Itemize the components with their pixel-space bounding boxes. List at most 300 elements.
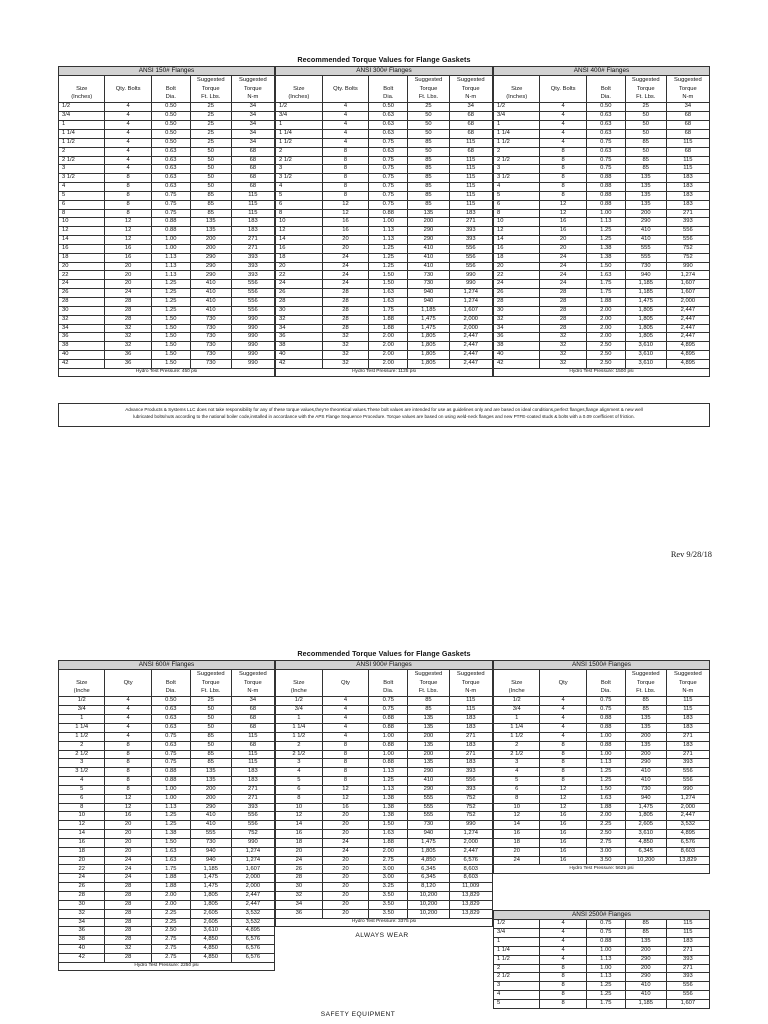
table-cell: 32 <box>540 351 586 360</box>
table-cell: 28 <box>105 927 151 936</box>
table-cell: 0.75 <box>369 156 408 165</box>
table-cell: 34 <box>449 103 492 112</box>
table-row <box>276 892 493 901</box>
table-row <box>494 244 710 253</box>
table-row <box>494 697 710 706</box>
table-row <box>59 759 275 768</box>
table-row <box>59 803 275 812</box>
table-cell: 8 <box>540 777 586 786</box>
table-cell: 555 <box>408 812 449 821</box>
table-cell: 115 <box>449 156 492 165</box>
table-cell: 50 <box>408 121 449 130</box>
table-cell: 22 <box>494 271 540 280</box>
table-cell: 16 <box>105 812 151 821</box>
table-cell: 4 <box>105 121 151 130</box>
table-cell: 24 <box>540 280 586 289</box>
table-cell: 3,610 <box>625 342 666 351</box>
table-cell: 1.00 <box>369 218 408 227</box>
table-cell: 0.75 <box>586 706 625 715</box>
table-cell: 393 <box>666 759 709 768</box>
table-cell: 3 <box>494 165 540 174</box>
table-cell: 28 <box>276 298 323 307</box>
table-row <box>494 741 710 750</box>
table-cell: 34 <box>59 324 105 333</box>
table-cell: 2,447 <box>449 847 492 856</box>
table-cell: 1,805 <box>190 892 231 901</box>
table-cell: 3/4 <box>59 112 105 121</box>
table-cell: 752 <box>666 244 709 253</box>
table-cell: 4,850 <box>190 936 231 945</box>
table-cell: 28 <box>105 900 151 909</box>
table-cell: 1,805 <box>408 847 449 856</box>
table-cell: 85 <box>625 165 666 174</box>
table-cell: 1.13 <box>151 253 190 262</box>
table-row <box>276 129 493 138</box>
table-row <box>494 715 710 724</box>
column-header <box>540 688 586 697</box>
table-cell: 0.50 <box>151 112 190 121</box>
table-row <box>494 174 710 183</box>
table-cell: 1.13 <box>369 768 408 777</box>
table-cell: 12 <box>494 812 540 821</box>
table-cell: 290 <box>190 262 231 271</box>
table-title: ANSI 400# Flanges <box>494 67 710 76</box>
hydro-test-pressure: Hydro Test Pressure: 2250 psi <box>59 962 275 971</box>
table-cell: 1,805 <box>625 306 666 315</box>
table-row <box>59 315 275 324</box>
table-cell: 24 <box>540 253 586 262</box>
table-cell: 8 <box>540 982 586 991</box>
table-cell: 1.00 <box>151 236 190 245</box>
table-cell: 0.50 <box>151 697 190 706</box>
column-header <box>59 76 105 85</box>
table-cell: 1,185 <box>625 280 666 289</box>
table-cell: 730 <box>625 785 666 794</box>
table-cell: 183 <box>449 759 492 768</box>
column-header: Torque <box>449 679 492 688</box>
table-cell: 12 <box>105 794 151 803</box>
table-row <box>494 750 710 759</box>
table-cell: 32 <box>322 333 369 342</box>
table-row <box>494 838 710 847</box>
table-cell: 3.00 <box>586 847 625 856</box>
table-cell: 556 <box>666 991 709 1000</box>
column-header: Torque <box>408 85 449 94</box>
table-cell: 1,185 <box>625 999 666 1008</box>
column-header <box>322 94 369 103</box>
table-cell: 990 <box>231 315 274 324</box>
table-row <box>494 830 710 839</box>
table-row <box>276 741 493 750</box>
table-cell: 0.63 <box>151 706 190 715</box>
table-cell: 34 <box>666 103 709 112</box>
table-row <box>494 847 710 856</box>
table-cell: 290 <box>408 236 449 245</box>
table-cell: 3,532 <box>231 909 274 918</box>
table-cell: 1.50 <box>586 262 625 271</box>
column-header: Suggested <box>408 76 449 85</box>
column-header: Dia. <box>586 94 625 103</box>
table-cell: 1.63 <box>369 289 408 298</box>
table-cell: 34 <box>59 918 105 927</box>
table-cell: 0.88 <box>586 191 625 200</box>
table-cell: 2.75 <box>151 936 190 945</box>
table-cell: 410 <box>625 991 666 1000</box>
table-cell: 0.63 <box>151 183 190 192</box>
table-cell: 4 <box>540 955 586 964</box>
table-row <box>59 812 275 821</box>
table-cell: 200 <box>408 218 449 227</box>
table-cell: 2 1/2 <box>494 156 540 165</box>
table-cell: 1 <box>494 938 540 947</box>
table-cell: 10,200 <box>408 892 449 901</box>
table-cell: 1.88 <box>369 838 408 847</box>
table-cell: 1.88 <box>369 324 408 333</box>
revision-date: Rev 9/28/18 <box>670 550 712 559</box>
table-cell: 410 <box>625 777 666 786</box>
table-cell: 20 <box>494 847 540 856</box>
column-header <box>105 76 151 85</box>
table-row <box>276 209 493 218</box>
table-cell: 135 <box>408 723 449 732</box>
table-cell: 2 1/2 <box>59 156 105 165</box>
table-cell: 555 <box>190 830 231 839</box>
table-cell: 1.50 <box>369 821 408 830</box>
table-cell: 16 <box>540 838 586 847</box>
table-row <box>59 883 275 892</box>
table-cell: 50 <box>625 112 666 121</box>
table-cell: 20 <box>322 856 369 865</box>
table-cell: 4 <box>540 715 586 724</box>
table-cell: 183 <box>666 183 709 192</box>
table-cell: 24 <box>322 280 369 289</box>
column-header <box>369 76 408 85</box>
table-cell: 8 <box>540 999 586 1008</box>
table-cell: 0.63 <box>151 723 190 732</box>
table-cell: 990 <box>231 351 274 360</box>
table-cell: 115 <box>449 165 492 174</box>
table-cell: 1,607 <box>666 999 709 1008</box>
table-cell: 0.88 <box>369 741 408 750</box>
table-cell: 0.75 <box>586 165 625 174</box>
table-cell: 13,829 <box>449 892 492 901</box>
table-cell: 8 <box>105 200 151 209</box>
table-cell: 1,475 <box>408 838 449 847</box>
table-cell: 115 <box>449 191 492 200</box>
column-header: Size <box>59 85 105 94</box>
table-cell: 4,895 <box>666 830 709 839</box>
table-cell: 393 <box>449 227 492 236</box>
table-cell: 24 <box>322 262 369 271</box>
column-header: Bolt <box>369 679 408 688</box>
table-cell: 16 <box>540 812 586 821</box>
hydro-test-pressure: Hydro Test Pressure: 5625 psi <box>494 865 710 874</box>
table-cell: 0.75 <box>151 191 190 200</box>
table-cell: 2.50 <box>586 351 625 360</box>
table-cell: 32 <box>105 333 151 342</box>
table-cell: 4 <box>322 138 369 147</box>
table-cell: 20 <box>322 830 369 839</box>
table-cell: 1 1/2 <box>276 138 323 147</box>
table-cell: 990 <box>449 280 492 289</box>
table-cell: 68 <box>449 112 492 121</box>
table-row <box>59 342 275 351</box>
table-cell: 1.00 <box>586 209 625 218</box>
table-row <box>59 874 275 883</box>
table-cell: 115 <box>449 174 492 183</box>
column-header: Ft. Lbs. <box>408 94 449 103</box>
table-cell: 20 <box>59 262 105 271</box>
table-cell: 34 <box>231 121 274 130</box>
table-cell: 10 <box>494 803 540 812</box>
table-row <box>494 324 710 333</box>
table-row <box>59 838 275 847</box>
table-cell: 11,009 <box>449 883 492 892</box>
table-cell: 1/2 <box>276 103 323 112</box>
table-cell: 1,475 <box>625 803 666 812</box>
table-cell: 3 <box>494 759 540 768</box>
table-cell: 1.38 <box>369 812 408 821</box>
table-cell: 28 <box>105 306 151 315</box>
table-cell: 38 <box>59 342 105 351</box>
table-row <box>494 121 710 130</box>
table-cell: 1.25 <box>586 777 625 786</box>
table-cell: 1.50 <box>151 315 190 324</box>
table-cell: 34 <box>231 112 274 121</box>
table-cell: 290 <box>625 218 666 227</box>
table-cell: 8 <box>105 750 151 759</box>
table-cell: 1,805 <box>408 342 449 351</box>
table-cell: 12 <box>540 209 586 218</box>
table-cell: 26 <box>59 289 105 298</box>
table-cell: 12 <box>494 227 540 236</box>
table-cell: 1.50 <box>151 359 190 368</box>
table-cell: 135 <box>190 227 231 236</box>
table-cell: 0.88 <box>369 723 408 732</box>
table-cell: 183 <box>666 200 709 209</box>
table-cell: 183 <box>449 723 492 732</box>
column-header: Ft. Lbs. <box>408 688 449 697</box>
table-cell: 115 <box>449 183 492 192</box>
table-cell: 556 <box>231 821 274 830</box>
table-cell: 1,805 <box>190 900 231 909</box>
table-cell: 4 <box>105 715 151 724</box>
table-cell: 200 <box>408 750 449 759</box>
table-cell: 2,000 <box>449 315 492 324</box>
table-cell: 0.88 <box>586 938 625 947</box>
table-cell: 24 <box>105 289 151 298</box>
table-cell: 1 1/2 <box>59 732 105 741</box>
table-cell: 4 <box>59 777 105 786</box>
table-cell: 135 <box>625 200 666 209</box>
table-row <box>59 298 275 307</box>
table-cell: 6,576 <box>231 936 274 945</box>
table-cell: 393 <box>666 973 709 982</box>
column-header: Qty <box>540 679 586 688</box>
table-cell: 410 <box>190 306 231 315</box>
table-cell: 50 <box>408 129 449 138</box>
table-cell: 3 1/2 <box>276 174 323 183</box>
table-cell: 85 <box>408 174 449 183</box>
table-cell: 0.75 <box>586 156 625 165</box>
table-cell: 4 <box>105 697 151 706</box>
table-cell: 1.25 <box>586 991 625 1000</box>
table-cell: 32 <box>276 892 323 901</box>
table-cell: 0.75 <box>586 929 625 938</box>
table-cell: 4,895 <box>666 351 709 360</box>
table-cell: 0.88 <box>586 174 625 183</box>
table-cell: 8 <box>540 759 586 768</box>
table-row <box>276 359 493 368</box>
table-cell: 1.63 <box>369 830 408 839</box>
table-cell: 183 <box>666 715 709 724</box>
table-cell: 135 <box>625 715 666 724</box>
table-cell: 3,610 <box>625 830 666 839</box>
table-cell: 135 <box>408 715 449 724</box>
table-cell: 36 <box>105 351 151 360</box>
table-row <box>494 342 710 351</box>
table-cell: 28 <box>322 298 369 307</box>
table-cell: 8 <box>276 209 323 218</box>
table-cell: 85 <box>190 750 231 759</box>
table-cell: 16 <box>59 838 105 847</box>
table-cell: 34 <box>231 697 274 706</box>
table-cell: 30 <box>59 900 105 909</box>
table-cell: 1.25 <box>151 289 190 298</box>
table-cell: 20 <box>322 236 369 245</box>
table-cell: 1.38 <box>586 244 625 253</box>
table-cell: 25 <box>190 103 231 112</box>
table-cell: 200 <box>408 732 449 741</box>
table-cell: 410 <box>408 777 449 786</box>
table-cell: 28 <box>322 289 369 298</box>
table-cell: 271 <box>231 244 274 253</box>
table-cell: 1.38 <box>151 830 190 839</box>
table-cell: 4 <box>540 723 586 732</box>
table-row <box>276 768 493 777</box>
table-cell: 115 <box>231 759 274 768</box>
table-cell: 8 <box>540 964 586 973</box>
table-row <box>276 732 493 741</box>
table-cell: 3,532 <box>231 918 274 927</box>
table-cell: 4 <box>540 121 586 130</box>
table-cell: 32 <box>59 909 105 918</box>
table-cell: 4 <box>322 697 369 706</box>
ansi-150-table <box>58 66 275 377</box>
table-cell: 20 <box>105 830 151 839</box>
table-cell: 410 <box>625 982 666 991</box>
table-cell: 1.25 <box>151 280 190 289</box>
table-cell: 34 <box>494 324 540 333</box>
table-row <box>494 794 710 803</box>
table-cell: 8 <box>322 183 369 192</box>
table-cell: 0.88 <box>151 218 190 227</box>
table-cell: 556 <box>231 306 274 315</box>
table-cell: 8 <box>322 174 369 183</box>
table-cell: 4 <box>322 103 369 112</box>
table-cell: 1,274 <box>449 830 492 839</box>
table-row <box>276 847 493 856</box>
table-cell: 183 <box>666 723 709 732</box>
column-header <box>105 94 151 103</box>
table-cell: 2,447 <box>666 324 709 333</box>
table-row <box>276 306 493 315</box>
table-row <box>59 262 275 271</box>
table-cell: 752 <box>449 803 492 812</box>
table-cell: 85 <box>625 920 666 929</box>
table-cell: 1 1/2 <box>494 955 540 964</box>
table-row <box>59 723 275 732</box>
table-row <box>494 723 710 732</box>
table-cell: 1,274 <box>449 289 492 298</box>
table-cell: 1.00 <box>369 732 408 741</box>
table-cell: 556 <box>449 253 492 262</box>
ansi-600-table <box>58 660 275 971</box>
table-cell: 940 <box>408 830 449 839</box>
table-row <box>276 271 493 280</box>
table-cell: 2,447 <box>666 812 709 821</box>
table-row <box>59 927 275 936</box>
table-cell: 4 <box>540 706 586 715</box>
table-cell: 8 <box>540 973 586 982</box>
table-row <box>276 191 493 200</box>
table-cell: 22 <box>59 865 105 874</box>
table-cell: 115 <box>449 200 492 209</box>
table-cell: 20 <box>322 900 369 909</box>
table-cell: 0.63 <box>151 174 190 183</box>
table-row <box>59 280 275 289</box>
table-cell: 393 <box>231 803 274 812</box>
table-cell: 28 <box>276 874 323 883</box>
table-cell: 730 <box>190 342 231 351</box>
table-cell: 1.50 <box>151 838 190 847</box>
table-cell: 4 <box>105 129 151 138</box>
table-cell: 115 <box>231 209 274 218</box>
table-cell: 0.75 <box>151 200 190 209</box>
table-cell: 990 <box>666 262 709 271</box>
table-cell: 68 <box>231 156 274 165</box>
table-cell: 1.50 <box>586 785 625 794</box>
table-cell: 28 <box>105 909 151 918</box>
table-cell: 1 1/2 <box>59 138 105 147</box>
table-cell: 28 <box>105 953 151 962</box>
table-cell: 24 <box>105 865 151 874</box>
table-cell: 8 <box>105 209 151 218</box>
table-cell: 24 <box>276 280 323 289</box>
table-cell: 135 <box>625 183 666 192</box>
table-cell: 135 <box>408 759 449 768</box>
table-cell: 32 <box>105 324 151 333</box>
column-header: N-m <box>666 94 709 103</box>
table-cell: 0.63 <box>369 121 408 130</box>
table-cell: 556 <box>666 227 709 236</box>
column-header <box>494 670 540 679</box>
table-cell: 1.38 <box>369 803 408 812</box>
table-cell: 2.50 <box>586 342 625 351</box>
table-cell: 68 <box>666 112 709 121</box>
table-cell: 12 <box>322 200 369 209</box>
table-cell: 8 <box>322 156 369 165</box>
column-header: N-m <box>231 688 274 697</box>
table-row <box>494 785 710 794</box>
table-cell: 271 <box>666 209 709 218</box>
table-cell: 6 <box>59 794 105 803</box>
table-cell: 135 <box>625 174 666 183</box>
table-cell: 1 1/4 <box>276 129 323 138</box>
column-header: Suggested <box>666 76 709 85</box>
table-cell: 24 <box>494 280 540 289</box>
table-cell: 16 <box>540 830 586 839</box>
